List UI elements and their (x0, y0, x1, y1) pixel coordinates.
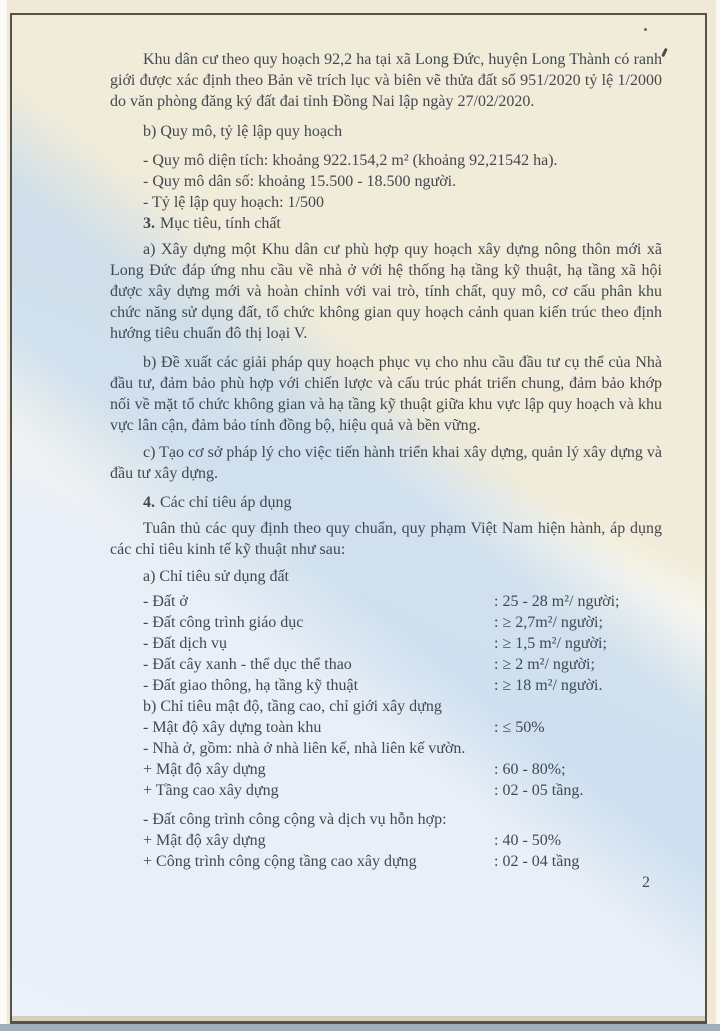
row-label: + Công trình công cộng tầng cao xây dựng (143, 853, 417, 870)
row-label: - Đất giao thông, hạ tầng kỹ thuật (143, 677, 359, 694)
section-4-title: Các chỉ tiêu áp dụng (160, 494, 292, 511)
scan-bottom-strip (0, 1024, 720, 1031)
scan-edge-left (0, 0, 7, 1031)
row-value: : ≥ 2 m²/ người; (494, 656, 595, 673)
row-label: - Đất ở (143, 593, 188, 610)
row-value: : 02 - 05 tầng. (494, 782, 584, 799)
indicator-row (110, 809, 662, 830)
indicator-row (110, 675, 662, 696)
row-label: - Nhà ở, gồm: nhà ở nhà liên kế, nhà liên kế vườn. (143, 740, 466, 757)
scan-edge-right (716, 0, 720, 1031)
section-3-title: Mục tiêu, tính chất (160, 215, 281, 232)
indicator-row (110, 591, 662, 612)
scan-speck-dot (644, 28, 647, 31)
row-label: + Mật độ xây dựng (143, 832, 266, 849)
scan-speck-tick (661, 48, 668, 57)
row-label: - Đất cây xanh - thể dục thể thao (143, 656, 352, 673)
indicator-row (110, 759, 662, 780)
page-number: 2 (642, 874, 650, 891)
indicator-row (110, 851, 662, 872)
section-b-heading: b) Quy mô, tỷ lệ lập quy hoạch (143, 123, 343, 140)
list-item-dan-so: - Quy mô dân số: khoảng 15.500 - 18.500 người. (143, 173, 457, 190)
section-4-number: 4. (143, 494, 155, 511)
indicator-row (110, 612, 662, 633)
row-label: + Tầng cao xây dựng (143, 782, 279, 799)
subsection-4b-heading: b) Chỉ tiêu mật độ, tầng cao, chỉ giới xây dựng (143, 698, 442, 715)
list-item-ty-le: - Tỷ lệ lập quy hoạch: 1/500 (143, 194, 324, 211)
row-value: : 02 - 04 tầng (494, 853, 580, 870)
row-value: : 25 - 28 m²/ người; (494, 593, 620, 610)
subsection-4a-heading: a) Chỉ tiêu sử dụng đất (143, 568, 289, 585)
indicator-row (110, 654, 662, 675)
indicator-row (110, 633, 662, 654)
row-value: : ≥ 2,7m²/ người; (494, 614, 603, 631)
row-label: - Đất dịch vụ (143, 635, 227, 652)
row-label: - Đất công trình giáo dục (143, 614, 304, 631)
row-label: - Đất công trình công cộng và dịch vụ hỗn hợp: (143, 811, 447, 828)
row-value: : ≤ 50% (494, 719, 545, 736)
indicator-row (110, 717, 662, 738)
paragraph-3b: b) Đề xuất các giải pháp quy hoạch phục vụ cho nhu cầu đầu tư cụ thể của Nhà đầu tư, đảm bảo phù hợp với chiến lược và cấu trúc phát triển chung, đảm bảo khớp nối về mặt tổ chức không gian và hạ tầng kỹ thuật giữa khu vực lập quy hoạch và khu vực lân cận, đảm bảo tính đồng bộ, hiệu quả và bền vững. (110, 354, 662, 434)
sheet-bottom-beige-strip (12, 1016, 705, 1021)
row-label: + Mật độ xây dựng (143, 761, 266, 778)
row-value: : 40 - 50% (494, 832, 562, 849)
paragraph-4-intro: Tuân thủ các quy định theo quy chuẩn, quy phạm Việt Nam hiện hành, áp dụng các chỉ tiêu kinh tế kỹ thuật như sau: (110, 520, 662, 558)
indicator-row (110, 830, 662, 851)
document-content (110, 49, 662, 893)
row-value: : ≥ 1,5 m²/ người; (494, 635, 607, 652)
row-value: : ≥ 18 m²/ người. (494, 677, 603, 694)
section-3-heading (110, 213, 662, 234)
row-value: : 60 - 80%; (494, 761, 566, 778)
scanned-page-sheet (10, 13, 707, 1024)
paragraph-3a: a) Xây dựng một Khu dân cư phù hợp quy hoạch xây dựng nông thôn mới xã Long Đức đáp ứng nhu cầu về nhà ở với hệ thống hạ tầng kỹ thuật, hạ tầng xã hội được xây dựng mới và hoàn chỉnh với vai trò, tính chất, quy mô, cơ cấu phân khu chức năng sử dụng đất, tổ chức không gian quy hoạch cảnh quan kiến trúc theo định hướng tiêu chuẩn đô thị loại V. (110, 241, 662, 342)
row-label: - Mật độ xây dựng toàn khu (143, 719, 322, 736)
intro-paragraph: Khu dân cư theo quy hoạch 92,2 ha tại xã Long Đức, huyện Long Thành có ranh giới được xác định theo Bản vẽ trích lục và biên vẽ thửa đất số 951/2020 tỷ lệ 1/2000 do văn phòng đăng ký đất đai tỉnh Đồng Nai lập ngày 27/02/2020. (110, 51, 662, 110)
indicator-row (110, 780, 662, 801)
indicator-row (110, 738, 662, 759)
paragraph-3c: c) Tạo cơ sở pháp lý cho việc tiến hành triển khai xây dựng, quản lý xây dựng và đầu tư xây dựng. (110, 444, 662, 482)
list-item-dien-tich: - Quy mô diện tích: khoảng 922.154,2 m² (khoảng 92,21542 ha). (143, 152, 558, 169)
section-4-heading (110, 492, 662, 513)
section-3-number: 3. (143, 215, 155, 232)
